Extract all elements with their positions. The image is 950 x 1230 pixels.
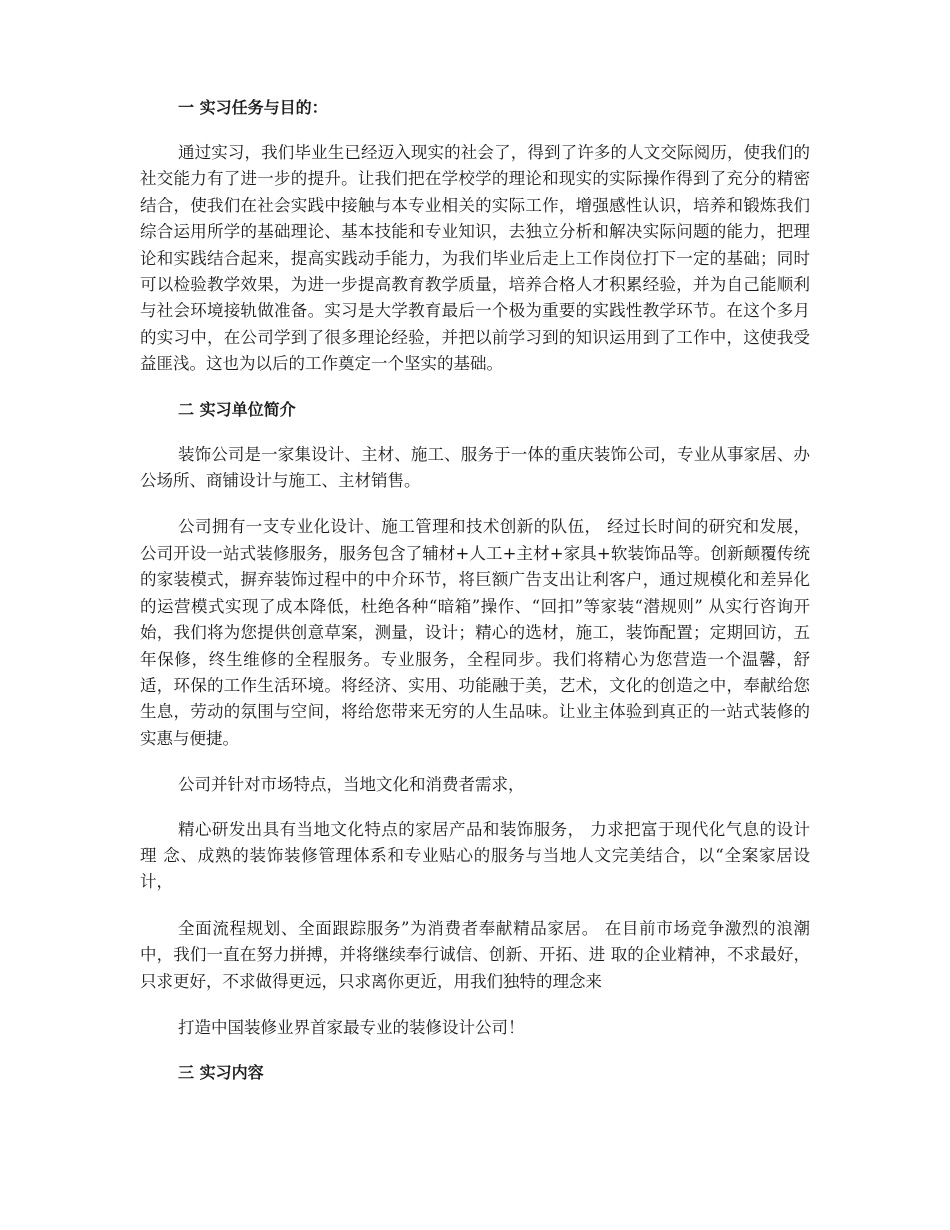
section-heading-company-intro: 二 实习单位简介 — [178, 399, 296, 419]
paragraph-product-development: 精心研发出具有当地文化特点的家居产品和装饰服务， 力求把富于现代化气息的设计理 念、成熟的装饰装修管理体系和专业贴心的服务与当地人文完美结合，以“全案家居设计， — [140, 819, 810, 892]
paragraph-internship-purpose: 通过实习，我们毕业生已经迈入现实的社会了，得到了许多的人文交际阅历，使我们的社交能力有了进一步的提升。让我们把在学校学的理论和现实的实际操作得到了充分的精密结合，使我们在社会实践中接触与本专业相关的实际工作，增强感性认识，培养和锻炼我们综合运用所学的基础理论、基本技能和专业知识，去独立分析和解决实际问题的能力，把理论和实践结合起来，提高实践动手能力，为我们毕业后走上工作岗位打下一定的基础；同时可以检验教学效果，为进一步提高教育教学质量，培养合格人才积累经验，并为自己能顺利与社会环境接轨做准备。实习是大学教育最后一个极为重要的实践性教学环节。在这个多月的实习中，在公司学到了很多理论经验，并把以前学习到的知识运用到了工作中，这使我受益匪浅。这也为以后的工作奠定一个坚实的基础。 — [140, 143, 810, 374]
section-heading-internship-content: 三 实习内容 — [178, 1063, 264, 1083]
paragraph-company-goal: 打造中国装修业界首家最专业的装修设计公司！ — [178, 1017, 525, 1037]
section-heading-internship-purpose: 一 实习任务与目的： — [178, 98, 328, 117]
paragraph-company-spirit: 全面流程规划、全面跟踪服务”为消费者奉献精品家居。 在目前市场竞争激烈的浪潮中，我们一直在努力拼搏，并将继续奉行诚信、创新、开拓、进 取的企业精神，不求最好，只求更好，不求做得更远，只求离你更近，用我们独特的理念来 — [140, 918, 810, 991]
paragraph-company-team-services: 公司拥有一支专业化设计、施工管理和技术创新的队伍， 经过长时间的研究和发展，公司开设一站式装修服务，服务包含了辅材+人工+主材+家具+软装饰品等。创新颠覆传统的家装模式，摒弃装饰过程中的中介环节，将巨额广告支出让利客户，通过规模化和差异化的运营模式实现了成本降低，杜绝各种“暗箱”操作、“回扣”等家装“潜规则” 从实行咨询开始，我们将为您提供创意草案，测量，设计；精心的选材，施工，装饰配置；定期回访，五年保修，终生维修的全程服务。专业服务，全程同步。我们将精心为您营造一个温馨，舒适，环保的工作生活环境。将经济、实用、功能融于美，艺术，文化的创造之中，奉献给您生息，劳动的氛围与空间，将给您带来无穷的人生品味。让业主体验到真正的一站式装修的实惠与便捷。 — [140, 517, 810, 748]
paragraph-market-focus: 公司并针对市场特点，当地文化和消费者需求， — [178, 775, 525, 795]
paragraph-company-overview: 装饰公司是一家集设计、主材、施工、服务于一体的重庆装饰公司，专业从事家居、办公场所、商铺设计与施工、主材销售。 — [140, 444, 810, 491]
